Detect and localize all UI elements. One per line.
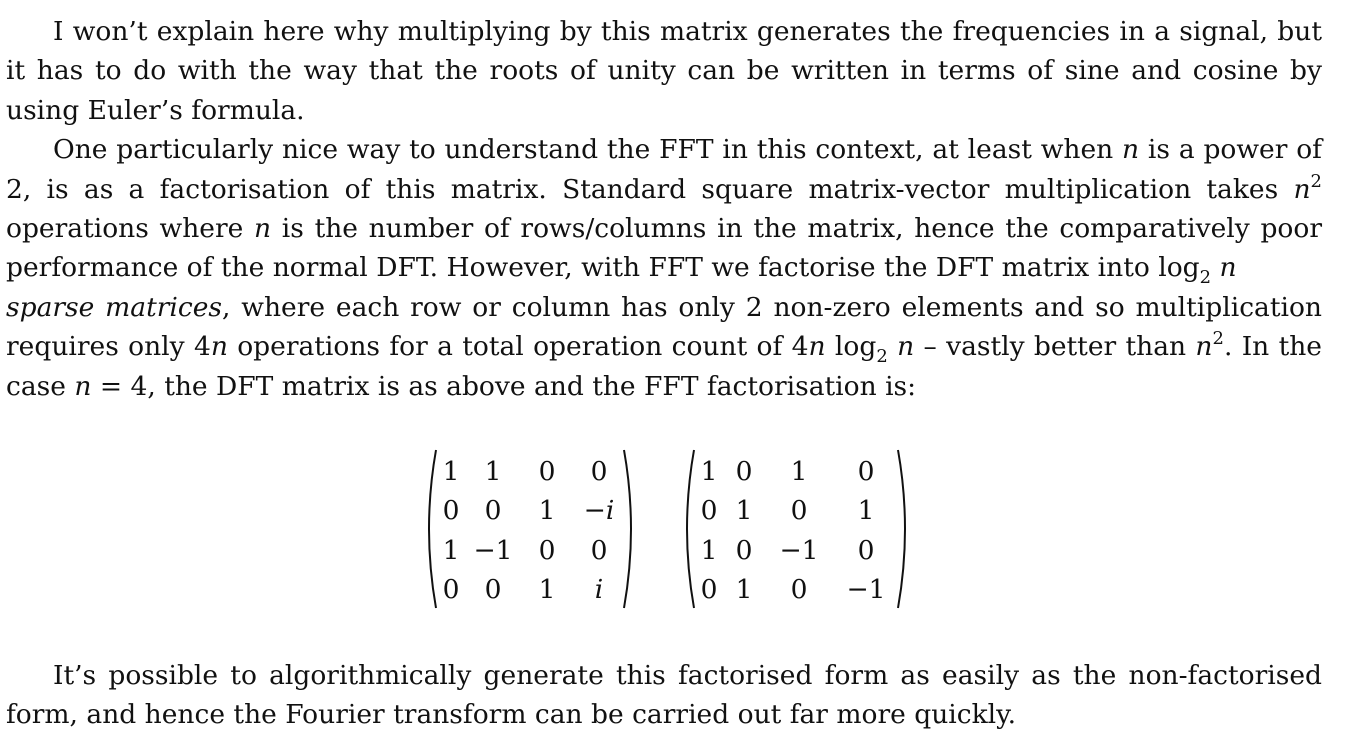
text-fragment: is a power of 2, is as a factorisation of this matrix. Standard square matrix-vector multiplication takes — [6, 134, 1322, 205]
matrix-cell: 0 — [590, 534, 608, 566]
emphasis-sparse-matrices: sparse matrices — [6, 291, 222, 323]
matrix-cell: 1 — [442, 534, 460, 566]
math-n: n — [74, 370, 92, 402]
matrix-cell: 0 — [735, 534, 753, 566]
spacer — [6, 406, 1322, 448]
matrix-left-grid — [436, 452, 624, 610]
matrix-row — [694, 452, 898, 491]
matrix-cell: −1 — [779, 534, 819, 566]
text-fragment — [1211, 252, 1219, 283]
math-four: 4 — [193, 331, 211, 363]
paragraph-euler-text: I won’t explain here why multiplying by this matrix generates the frequencies in a signal, but it has to do with the way that the roots of unity can be written in terms of sine and cosine by using Euler’s formula. — [6, 16, 1322, 126]
matrix-cell: 0 — [790, 574, 808, 606]
matrix-cell: 1 — [857, 495, 875, 527]
matrix-cell: 0 — [484, 574, 502, 606]
matrix-cell: 0 — [442, 574, 460, 606]
matrix-row — [694, 491, 898, 530]
matrix-cell: 0 — [590, 456, 608, 488]
fft-factorisation-equation — [6, 448, 1322, 612]
matrix-cell: 1 — [700, 534, 718, 566]
matrix-cell: 1 — [735, 574, 753, 606]
text-fragment: . In the case — [6, 331, 1322, 402]
matrix-cell: 1 — [442, 456, 460, 488]
matrix-row — [436, 570, 624, 609]
paragraph-euler — [6, 12, 1322, 130]
matrix-cell: 0 — [442, 495, 460, 527]
text-fragment: operations where — [6, 213, 255, 245]
matrix-cell: −1 — [473, 534, 513, 566]
math-subscript: 2 — [1199, 267, 1212, 289]
matrix-cell: 1 — [700, 456, 718, 488]
matrix-cell: 0 — [538, 456, 556, 488]
text-fragment: is the number of rows/columns in the matrix, hence the comparatively poor performance of the normal DFT. However, with FFT we factorise the DFT matrix into — [6, 213, 1322, 284]
matrix-cell: −i — [583, 495, 615, 527]
matrix-cell: 0 — [538, 534, 556, 566]
math-n: n — [254, 213, 272, 245]
math-four: 4 — [791, 331, 809, 363]
matrix-row — [436, 491, 624, 530]
matrix-cell: 1 — [538, 495, 556, 527]
text-fragment — [888, 331, 897, 362]
paragraph-conclusion — [6, 656, 1322, 735]
math-n: n — [1293, 173, 1311, 205]
text-fragment: One particularly nice way to understand the FFT in this context, at least when — [53, 134, 1123, 166]
matrix-cell: 0 — [857, 456, 875, 488]
text-fragment — [826, 331, 835, 362]
math-superscript: 2 — [1310, 170, 1322, 192]
matrix-cell: 1 — [790, 456, 808, 488]
matrix-cell: 1 — [735, 495, 753, 527]
matrix-cell: 0 — [857, 534, 875, 566]
math-n: n — [210, 331, 228, 363]
matrix-cell: i — [594, 574, 604, 606]
document-page — [6, 12, 1322, 735]
matrix-left — [420, 448, 640, 610]
math-superscript: 2 — [1212, 328, 1224, 350]
text-fragment: operations for a total operation count of — [227, 331, 792, 363]
text-fragment: , where each row or column has only 2 non-zero elements and so multiplication requires only — [6, 291, 1322, 363]
matrix-cell: 0 — [790, 495, 808, 527]
matrix-row — [694, 570, 898, 609]
math-n: n — [1219, 252, 1237, 284]
math-log: log — [834, 331, 877, 363]
paragraph-fft-factorisation — [6, 130, 1322, 406]
text-fragment: , the DFT matrix is as above and the FFT factorisation is: — [147, 370, 917, 402]
math-log: log — [1158, 252, 1200, 284]
text-fragment: – vastly better than — [914, 331, 1196, 363]
spacer — [6, 612, 1322, 656]
math-n: n — [1122, 134, 1140, 166]
matrix-cell: 0 — [735, 456, 753, 488]
matrix-row — [694, 531, 898, 570]
matrix-cell: 0 — [484, 495, 502, 527]
matrix-cell: −1 — [846, 574, 886, 606]
math-equals-four: = 4 — [91, 370, 148, 402]
math-subscript: 2 — [876, 346, 888, 368]
matrix-cell: 0 — [700, 495, 718, 527]
paragraph-conclusion-text: It’s possible to algorithmically generate this factorised form as easily as the non-factorised form, and hence the Fourier transform can be carried out far more quickly. — [6, 660, 1322, 731]
matrix-cell: 1 — [538, 574, 556, 606]
math-n: n — [1195, 331, 1213, 363]
math-n: n — [808, 331, 826, 363]
matrix-row — [436, 531, 624, 570]
matrix-cell: 0 — [700, 574, 718, 606]
matrix-row — [436, 452, 624, 491]
math-n: n — [897, 331, 915, 363]
matrix-right — [678, 448, 914, 610]
matrix-right-grid — [694, 452, 898, 610]
matrix-cell: 1 — [484, 456, 502, 488]
